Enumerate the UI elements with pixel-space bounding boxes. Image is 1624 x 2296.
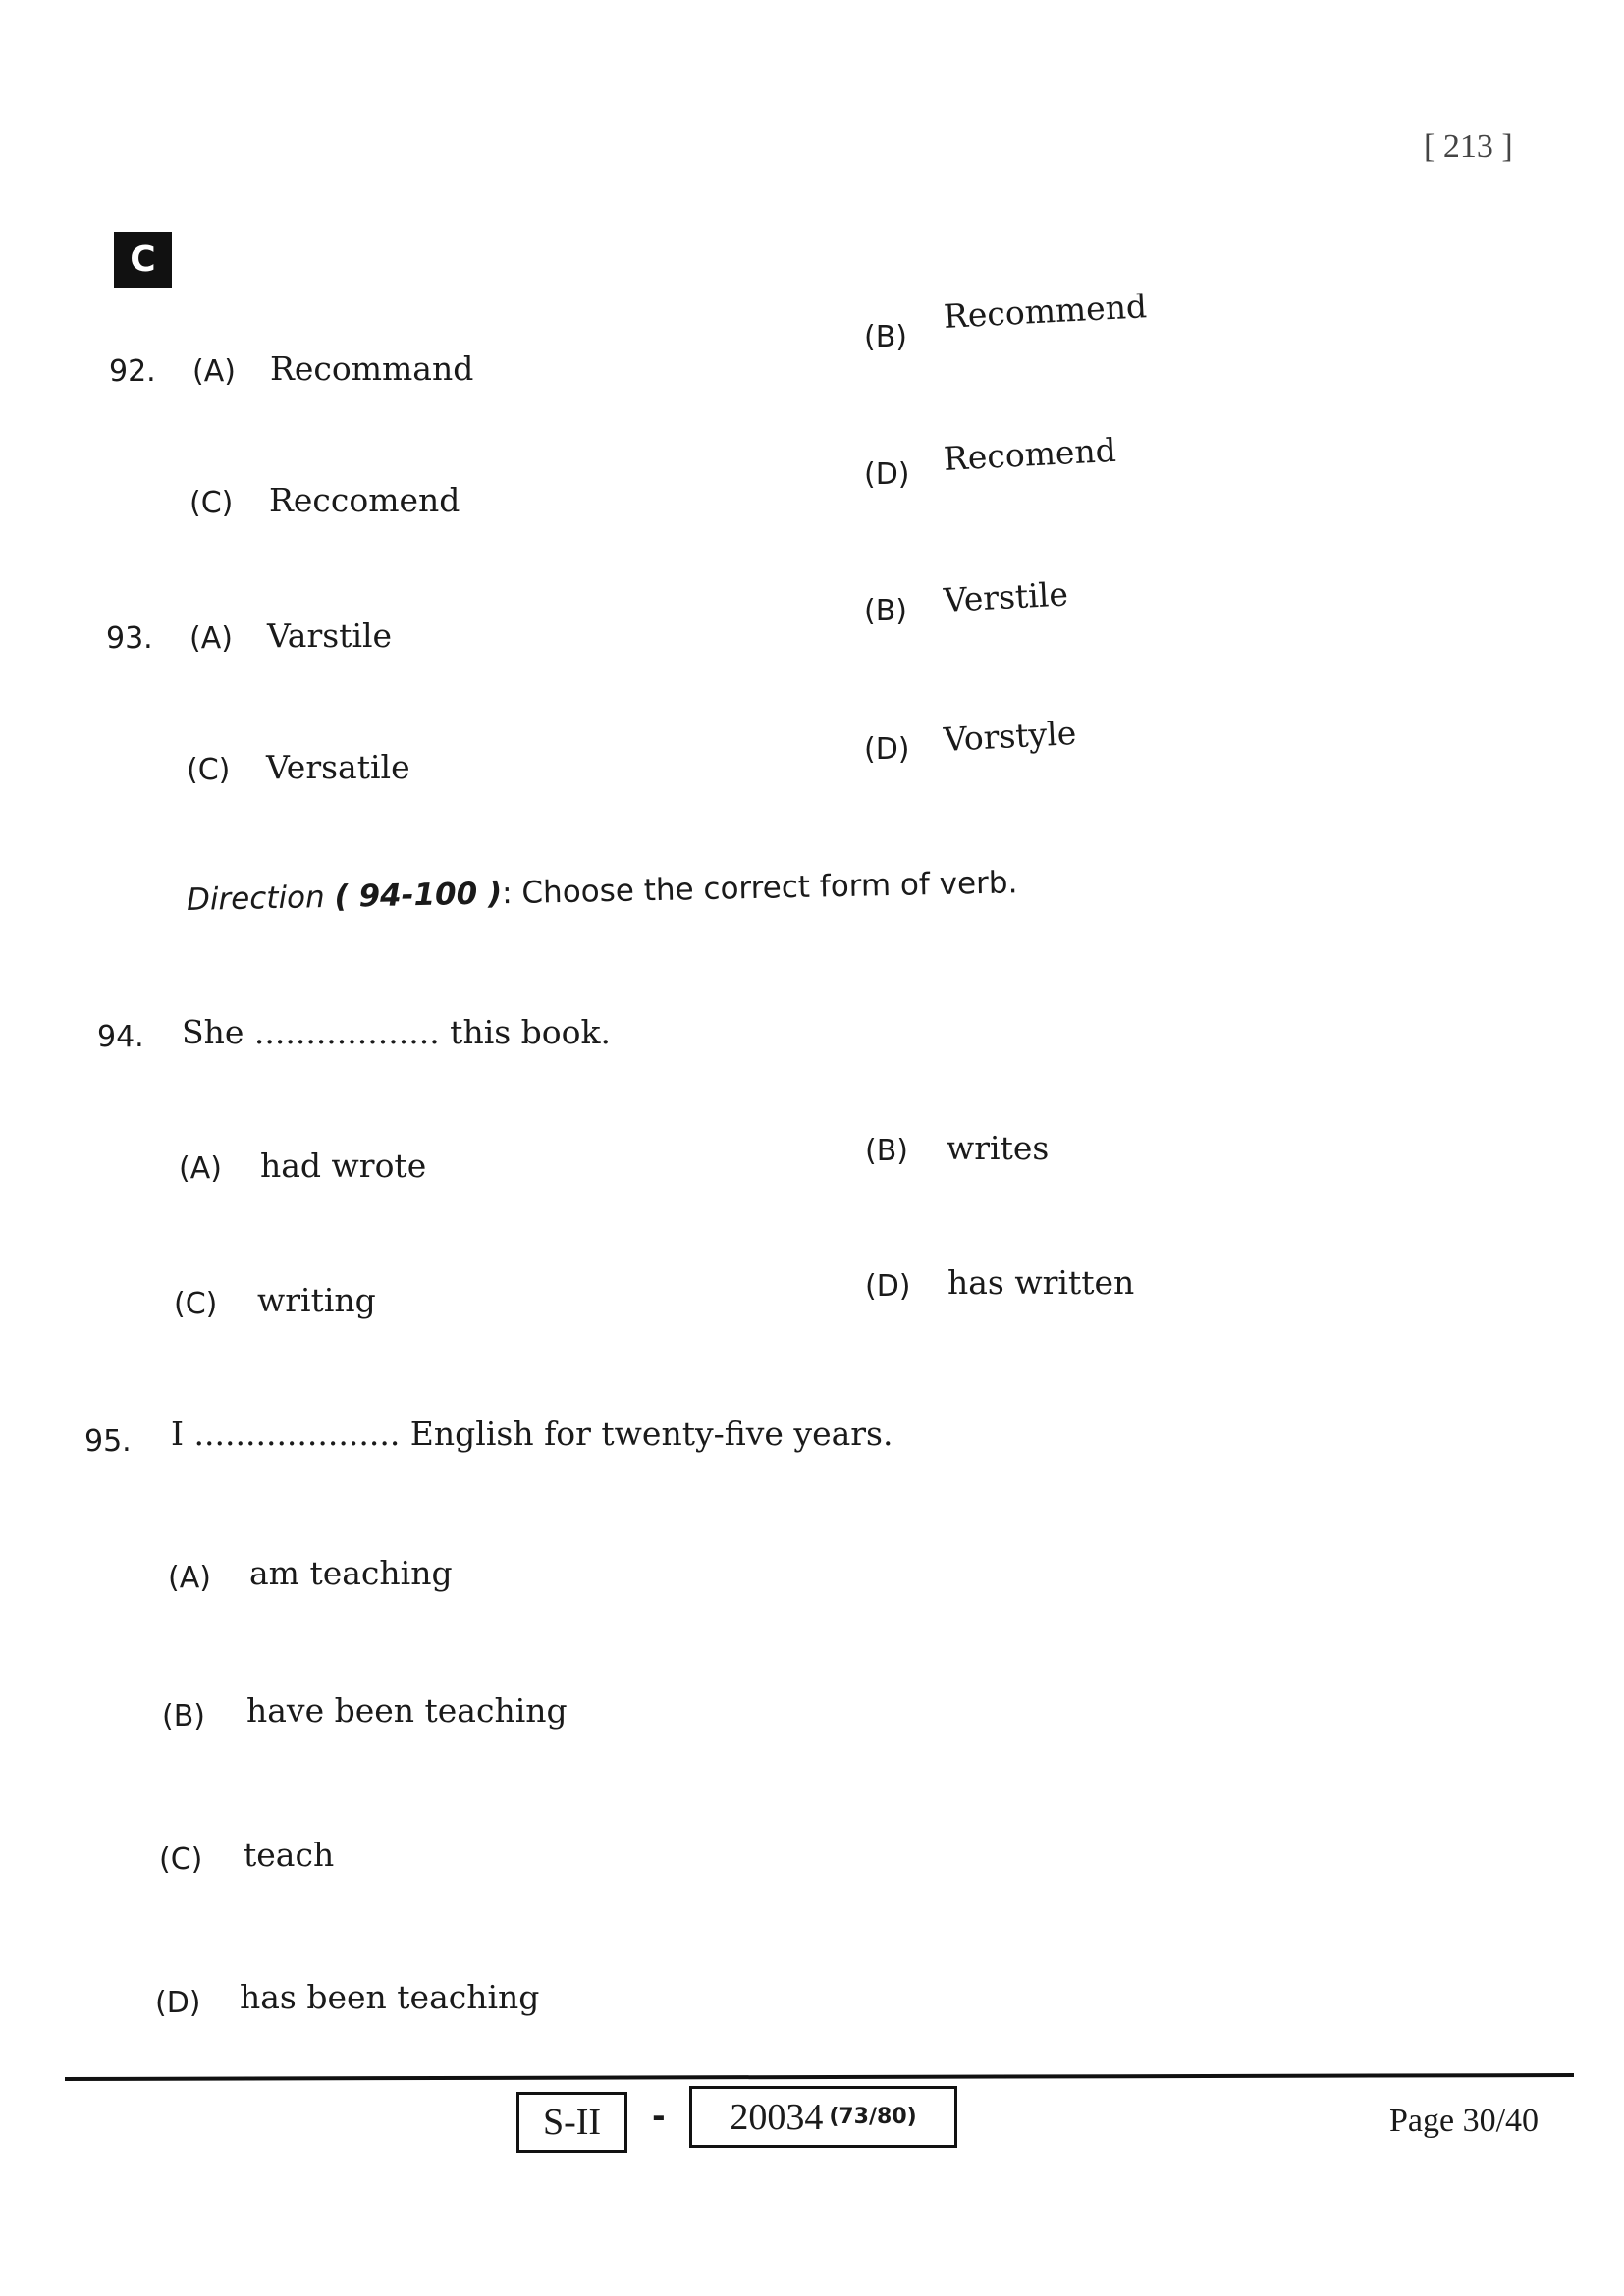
option-text: has written xyxy=(947,1263,1135,1302)
page-number: Page 30/40 xyxy=(1389,2103,1540,2139)
direction-prefix: Direction xyxy=(186,880,326,918)
option-text: writes xyxy=(947,1129,1050,1167)
option-label: (B) xyxy=(864,320,907,354)
option-label: (C) xyxy=(187,753,231,787)
option-text: has been teaching xyxy=(240,1978,540,2016)
option-label: (C) xyxy=(174,1287,218,1321)
option-text: Vorstyle xyxy=(942,713,1078,759)
option-label: (A) xyxy=(192,354,236,389)
option-label: (D) xyxy=(864,732,910,767)
option-text: am teaching xyxy=(249,1554,453,1592)
question-number: 92. xyxy=(109,354,156,389)
paper-code: 20034 xyxy=(730,2096,824,2138)
page-reference: [ 213 ] xyxy=(1424,129,1513,165)
option-label: (D) xyxy=(864,457,910,492)
option-label: (B) xyxy=(162,1699,205,1734)
question-number: 93. xyxy=(106,621,153,656)
option-text: Versatile xyxy=(266,748,410,786)
option-text: have been teaching xyxy=(246,1691,568,1730)
question-number: 95. xyxy=(84,1424,132,1459)
question-stem: I .................... English for twenty-five years. xyxy=(171,1415,893,1453)
option-label: (A) xyxy=(179,1151,222,1186)
option-label: (A) xyxy=(189,621,233,656)
option-text: writing xyxy=(257,1281,376,1319)
paper-code-suffix: (73/80) xyxy=(829,2105,917,2129)
option-text: Recommend xyxy=(942,287,1148,336)
option-text: had wrote xyxy=(260,1147,427,1185)
option-label: (C) xyxy=(159,1842,203,1877)
option-label: (A) xyxy=(168,1561,211,1595)
option-text: Reccomend xyxy=(269,481,460,519)
option-text: teach xyxy=(244,1836,335,1874)
footer-divider xyxy=(65,2073,1574,2081)
series-code: S-II xyxy=(542,2102,602,2143)
series-box xyxy=(516,2092,627,2153)
direction-text xyxy=(187,863,1018,920)
option-text: Verstile xyxy=(942,574,1069,619)
option-text: Recommand xyxy=(270,349,474,388)
set-code-badge: C xyxy=(114,232,172,288)
footer-dash: - xyxy=(652,2097,666,2135)
option-text: Recomend xyxy=(942,430,1117,478)
option-label: (D) xyxy=(155,1986,201,2020)
option-label: (D) xyxy=(865,1269,911,1304)
option-label: (B) xyxy=(865,1134,908,1168)
question-stem: She .................. this book. xyxy=(182,1013,612,1051)
direction-instruction: : Choose the correct form of verb. xyxy=(501,865,1018,912)
paper-code-box xyxy=(689,2086,957,2148)
option-text: Varstile xyxy=(267,616,393,655)
option-label: (B) xyxy=(864,594,907,628)
option-label: (C) xyxy=(189,486,234,520)
question-number: 94. xyxy=(97,1020,144,1054)
direction-range: ( 94-100 ) xyxy=(334,876,503,915)
